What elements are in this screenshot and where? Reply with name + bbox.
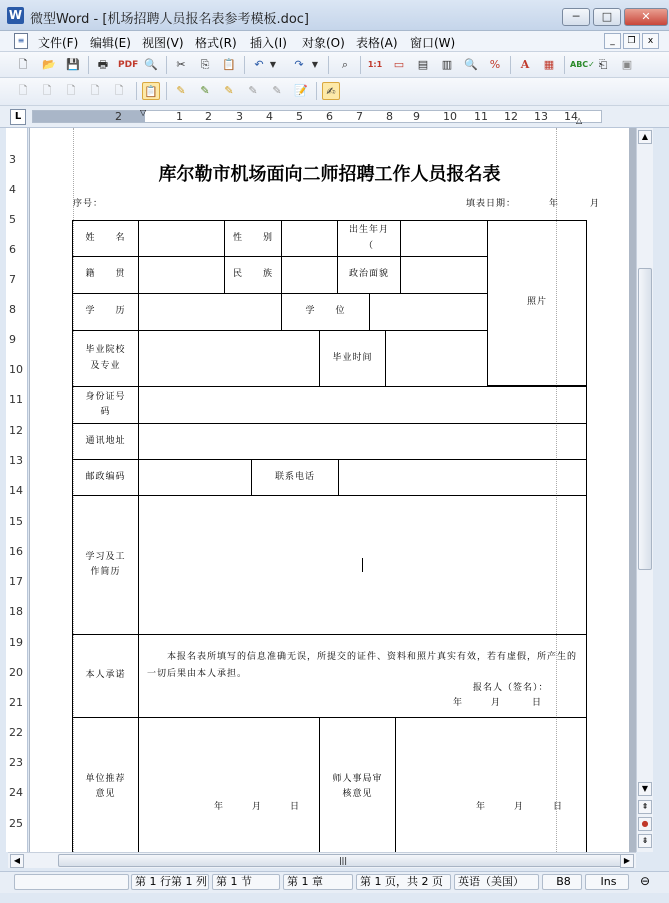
ruler-mark: 4 xyxy=(266,110,273,123)
pen4-icon[interactable]: ✎ xyxy=(248,84,258,97)
ruler-mark: 8 xyxy=(386,110,393,123)
pledge-label: 本人承诺 xyxy=(72,634,139,718)
date-month: 月 xyxy=(590,199,601,209)
vruler-mark: 17 xyxy=(9,575,23,588)
status-chapter: 第 1 章 xyxy=(283,874,353,890)
doc-restore-button[interactable]: ❐ xyxy=(623,33,640,49)
document-area[interactable] xyxy=(29,128,636,852)
native-label: 籍 贯 xyxy=(72,256,139,294)
tab-stop-selector[interactable]: L xyxy=(10,109,26,125)
unit-day: 日 xyxy=(290,802,301,812)
ruler-mark: 13 xyxy=(534,110,548,123)
pledge-box[interactable] xyxy=(138,634,587,718)
ruler-mark: 12 xyxy=(504,110,518,123)
document-icon[interactable]: ≡ xyxy=(14,33,28,49)
name-label: 姓 名 xyxy=(72,220,139,257)
signature-label: 报名人（签名）： xyxy=(473,683,549,693)
page-width-icon[interactable]: ▤ xyxy=(417,58,429,71)
birth-label xyxy=(337,220,401,257)
vruler-mark: 15 xyxy=(9,515,23,528)
vruler-mark: 6 xyxy=(9,243,16,256)
minimize-button[interactable]: ─ xyxy=(562,8,590,26)
political-field[interactable] xyxy=(400,256,488,294)
horizontal-ruler[interactable] xyxy=(0,106,669,128)
menu-insert[interactable]: 插入(I) xyxy=(250,36,287,50)
track4-icon[interactable]: 🗋 xyxy=(90,84,100,97)
menu-table[interactable]: 表格(A) xyxy=(356,36,398,50)
hr-year: 年 xyxy=(476,802,487,812)
vruler-mark: 10 xyxy=(9,363,23,376)
scroll-down-button[interactable]: ▼ xyxy=(638,782,652,796)
gender-field[interactable] xyxy=(281,220,338,257)
ethnicity-label: 民 族 xyxy=(224,256,282,294)
cut-icon[interactable]: ✂ xyxy=(176,58,186,71)
binoculars-icon[interactable]: ⌕ xyxy=(341,58,349,71)
horizontal-scroll-thumb[interactable]: ||| xyxy=(58,854,628,867)
doc-minimize-button[interactable]: _ xyxy=(604,33,621,49)
ruler-mark: 5 xyxy=(296,110,303,123)
font-icon[interactable]: A xyxy=(520,58,530,71)
vruler-mark: 21 xyxy=(9,696,23,709)
school-label: 毕业院校及专业 xyxy=(72,330,139,387)
spellcheck-icon[interactable]: ABC✓ xyxy=(570,60,595,69)
menu-format[interactable]: 格式(R) xyxy=(195,36,237,50)
track1-icon[interactable]: 🗋 xyxy=(18,84,28,97)
clipboard-icon[interactable]: 📋 xyxy=(142,82,160,100)
ruler-mark: 2 xyxy=(115,110,122,123)
doc-close-button[interactable]: x xyxy=(642,33,659,49)
hr-opinion-field[interactable] xyxy=(395,717,587,852)
ruler-mark: 3 xyxy=(236,110,243,123)
form-title: 库尔勒市机场面向二师招聘工作人员报名表 xyxy=(158,164,501,185)
hr-day: 日 xyxy=(553,802,564,812)
scroll-right-button[interactable]: ▶ xyxy=(620,854,634,868)
maximize-button[interactable]: □ xyxy=(593,8,621,26)
pen2-icon[interactable]: ✎ xyxy=(200,84,210,97)
status-bar xyxy=(0,871,669,893)
status-section: 第 1 节 xyxy=(212,874,280,890)
menu-view[interactable]: 视图(V) xyxy=(142,36,184,50)
print-icon[interactable]: 🖶 xyxy=(97,58,109,71)
vruler-mark: 8 xyxy=(9,303,16,316)
word-app-icon[interactable]: W xyxy=(8,8,23,22)
status-font-size: B8 xyxy=(542,874,582,890)
redo-icon[interactable]: ↷ xyxy=(294,58,304,71)
vruler-mark: 4 xyxy=(9,183,16,196)
prev-page-button[interactable]: ⇞ xyxy=(638,800,652,814)
close-button[interactable]: ✕ xyxy=(624,8,668,26)
zoom-circle-icon[interactable]: ⊖ xyxy=(640,874,651,888)
vruler-mark: 11 xyxy=(9,393,23,406)
paste-special-icon[interactable]: ⎗ xyxy=(598,58,608,71)
track2-icon[interactable]: 🗋 xyxy=(42,84,52,97)
pdf-icon[interactable]: PDF xyxy=(118,60,139,70)
undo-icon[interactable]: ↶ xyxy=(254,58,264,71)
copy-icon[interactable]: ⎘ xyxy=(200,58,210,71)
pen5-icon[interactable]: ✎ xyxy=(272,84,282,97)
id-number-field[interactable] xyxy=(138,386,587,424)
pledge-text: 本报名表所填写的信息准确无误，所提交的证件、资料和照片真实有效，若有虚假，所产生的一切后果由本人承担。 xyxy=(147,652,578,680)
status-insert-mode[interactable]: Ins xyxy=(585,874,629,890)
gender-label: 性 别 xyxy=(224,220,282,257)
redo-dropdown-icon[interactable]: ▼ xyxy=(311,60,319,69)
vruler-mark: 16 xyxy=(9,545,23,558)
gray-icon[interactable]: ▣ xyxy=(621,58,633,71)
political-label: 政治面貌 xyxy=(337,256,401,294)
address-field[interactable] xyxy=(138,423,587,460)
vruler-mark: 24 xyxy=(9,786,23,799)
vruler-mark: 20 xyxy=(9,666,23,679)
review-toolbar xyxy=(0,78,669,106)
vruler-mark: 25 xyxy=(9,817,23,830)
vertical-ruler[interactable] xyxy=(6,128,28,852)
native-field[interactable] xyxy=(138,256,225,294)
one-page-icon[interactable]: ▭ xyxy=(393,58,405,71)
phone-label: 联系电话 xyxy=(251,459,339,496)
ruler-mark: 10 xyxy=(443,110,457,123)
hr-opinion-label: 师人事局审核意见 xyxy=(319,717,396,852)
ruler-bar[interactable] xyxy=(32,110,602,123)
status-language[interactable]: 英语（美国） xyxy=(454,874,539,890)
indent-marker-icon[interactable]: ▽ xyxy=(140,108,147,117)
postcode-label: 邮政编码 xyxy=(72,459,139,496)
ruler-mark: 6 xyxy=(326,110,333,123)
track5-icon[interactable]: 🗋 xyxy=(114,84,124,97)
menu-window[interactable]: 窗口(W) xyxy=(410,36,456,50)
zoom-percent-icon[interactable]: % xyxy=(489,58,501,71)
date-label: 填表日期： xyxy=(466,199,517,209)
vruler-mark: 9 xyxy=(9,333,16,346)
track3-icon[interactable]: 🗋 xyxy=(66,84,76,97)
menu-object[interactable]: 对象(O) xyxy=(302,36,345,50)
birth-paren: （ xyxy=(363,240,374,251)
title-bar xyxy=(0,0,669,31)
ruler-mark: 7 xyxy=(356,110,363,123)
birth-label-text: 出生年月 xyxy=(348,225,389,236)
ruler-mark: 14 xyxy=(564,110,578,123)
unit-year: 年 xyxy=(214,802,225,812)
education-label: 学 历 xyxy=(72,293,139,331)
vruler-mark: 23 xyxy=(9,756,23,769)
ethnicity-field[interactable] xyxy=(281,256,338,294)
save-icon[interactable]: 💾 xyxy=(66,58,80,71)
birth-field[interactable] xyxy=(400,220,488,257)
vruler-mark: 22 xyxy=(9,726,23,739)
horizontal-scrollbar[interactable] xyxy=(8,852,636,868)
highlight-doc-icon[interactable]: ✍ xyxy=(322,82,340,100)
ruler-mark: 9 xyxy=(413,110,420,123)
postcode-field[interactable] xyxy=(138,459,252,496)
vertical-scrollbar[interactable] xyxy=(636,128,653,852)
id-number-label: 身份证号码 xyxy=(72,386,139,424)
vruler-mark: 7 xyxy=(9,273,16,286)
status-page: 第 1 页，共 2 页 xyxy=(356,874,451,890)
print-preview-icon[interactable]: 🔍 xyxy=(144,58,158,71)
right-indent-icon[interactable]: △ xyxy=(576,116,583,125)
vruler-mark: 18 xyxy=(9,605,23,618)
unit-opinion-label: 单位推荐意见 xyxy=(72,717,139,852)
unit-opinion-field[interactable] xyxy=(138,717,320,852)
pledge-day: 日 xyxy=(532,698,543,708)
school-field[interactable] xyxy=(138,330,320,387)
photo-box[interactable]: 照片 xyxy=(487,220,587,386)
vruler-mark: 13 xyxy=(9,454,23,467)
pledge-month: 月 xyxy=(491,698,502,708)
grad-time-label: 毕业时间 xyxy=(319,330,386,387)
vruler-mark: 19 xyxy=(9,636,23,649)
history-label: 学习及工作简历 xyxy=(72,495,139,635)
next-page-button[interactable]: ⇟ xyxy=(638,834,652,848)
address-label: 通讯地址 xyxy=(72,423,139,460)
vertical-scroll-thumb[interactable] xyxy=(638,268,652,570)
ruler-mark: 2 xyxy=(205,110,212,123)
two-pages-icon[interactable]: ▥ xyxy=(441,58,453,71)
name-field[interactable] xyxy=(138,220,225,257)
zoom-icon[interactable]: 🔍 xyxy=(464,58,478,71)
menu-file[interactable]: 文件(F) xyxy=(38,36,79,50)
date-year: 年 xyxy=(549,199,560,209)
degree-label: 学 位 xyxy=(281,293,370,331)
undo-dropdown-icon[interactable]: ▼ xyxy=(269,60,277,69)
serial-label: 序号： xyxy=(73,199,104,209)
hr-month: 月 xyxy=(514,802,525,812)
degree-field[interactable] xyxy=(369,293,488,331)
pen3-icon[interactable]: ✎ xyxy=(224,84,234,97)
vruler-mark: 3 xyxy=(9,153,16,166)
education-field[interactable] xyxy=(138,293,282,331)
pledge-year: 年 xyxy=(453,698,464,708)
menu-edit[interactable]: 编辑(E) xyxy=(90,36,131,50)
scroll-left-button[interactable]: ◀ xyxy=(10,854,24,868)
open-icon[interactable]: 📂 xyxy=(42,58,56,71)
window-title: 微型Word - [机场招聘人员报名表参考模板.doc] xyxy=(30,12,309,27)
text-cursor xyxy=(362,558,363,572)
vruler-mark: 14 xyxy=(9,484,23,497)
ruler-mark: 1 xyxy=(176,110,183,123)
grad-time-field[interactable] xyxy=(385,330,488,387)
menu-bar xyxy=(0,31,669,52)
format-icon[interactable]: ▦ xyxy=(543,58,555,71)
phone-field[interactable] xyxy=(338,459,587,496)
unit-month: 月 xyxy=(252,802,263,812)
pen1-icon[interactable]: ✎ xyxy=(176,84,186,97)
vruler-mark: 12 xyxy=(9,424,23,437)
scroll-up-button[interactable]: ▲ xyxy=(638,130,652,144)
standard-toolbar xyxy=(0,52,669,78)
vruler-mark: 5 xyxy=(9,213,16,226)
edit-doc-icon[interactable]: 📝 xyxy=(294,84,308,97)
actual-size-icon[interactable]: 1:1 xyxy=(367,60,383,69)
paste-icon[interactable]: 📋 xyxy=(222,58,236,71)
browse-object-button[interactable]: ● xyxy=(638,817,652,831)
document-page[interactable] xyxy=(30,128,629,852)
status-line-col: 第 1 行第 1 列 xyxy=(131,874,209,890)
ruler-mark: 11 xyxy=(474,110,488,123)
new-icon[interactable]: 🗋 xyxy=(18,58,28,71)
